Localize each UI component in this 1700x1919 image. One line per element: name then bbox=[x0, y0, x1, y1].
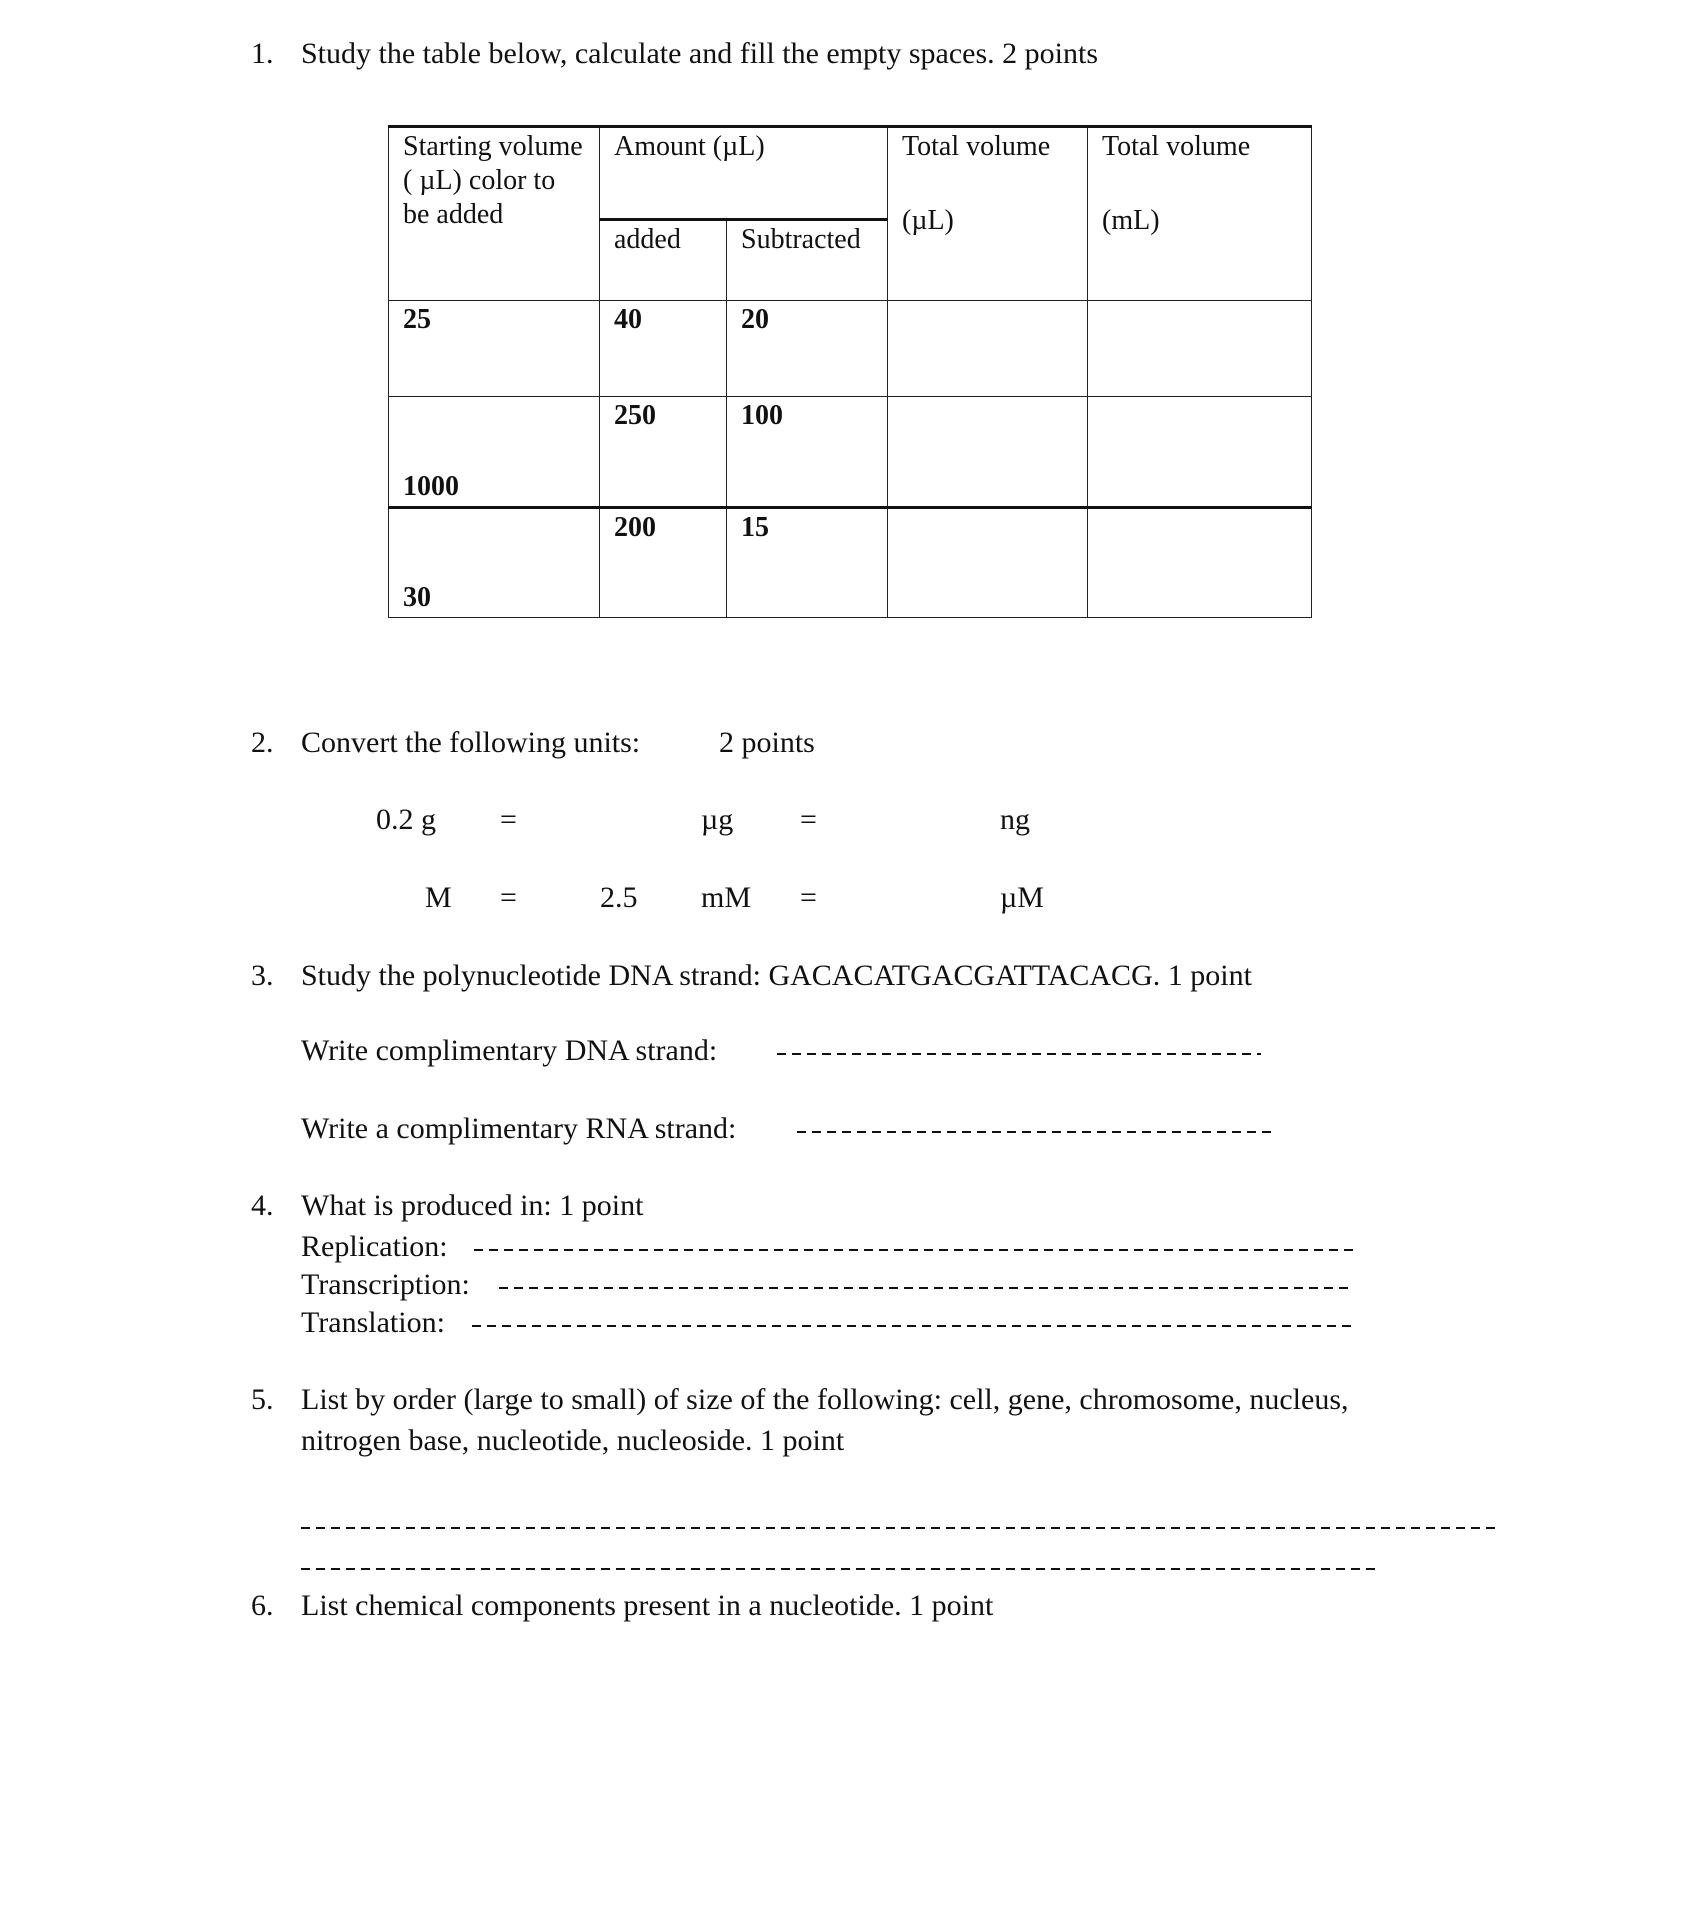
table-row bbox=[389, 397, 1312, 508]
question-4-number: 4. bbox=[251, 1189, 274, 1222]
cell-added: 200 bbox=[600, 508, 727, 618]
cell-starting: 25 bbox=[389, 301, 600, 397]
transcription-label: Transcription: bbox=[301, 1268, 470, 1301]
translation-answer-line[interactable] bbox=[472, 1325, 1356, 1327]
header-total-ul-line1: Total volume bbox=[902, 131, 1051, 162]
conversion-value: 0.2 g bbox=[376, 803, 436, 836]
header-total-ml bbox=[1088, 127, 1312, 301]
cell-subtracted: 20 bbox=[727, 301, 888, 397]
question-3-number: 3. bbox=[251, 959, 274, 992]
answer-line[interactable] bbox=[301, 1568, 1375, 1570]
cell-starting: 30 bbox=[389, 508, 600, 618]
equals-sign: = bbox=[500, 803, 517, 836]
equals-sign: = bbox=[800, 881, 817, 914]
question-6-text: List chemical components present in a nucleotide. 1 point bbox=[301, 1589, 994, 1622]
answer-line[interactable] bbox=[301, 1527, 1496, 1529]
question-2-points: 2 points bbox=[719, 726, 815, 759]
cell-total-ul[interactable] bbox=[888, 397, 1088, 508]
replication-answer-line[interactable] bbox=[474, 1249, 1358, 1251]
header-starting-volume: Starting volume ( µL) color to be added bbox=[389, 127, 600, 301]
header-subtracted: Subtracted bbox=[727, 220, 888, 301]
unit-label: µM bbox=[1000, 881, 1044, 914]
equals-sign: = bbox=[500, 881, 517, 914]
table-row bbox=[389, 508, 1312, 618]
header-total-ml-line1: Total volume bbox=[1102, 131, 1251, 162]
transcription-answer-line[interactable] bbox=[499, 1287, 1351, 1289]
question-5-line2: nitrogen base, nucleotide, nucleoside. 1 point bbox=[301, 1424, 845, 1457]
cell-subtracted: 15 bbox=[727, 508, 888, 618]
question-1-text: Study the table below, calculate and fill the empty spaces. 2 points bbox=[301, 37, 1099, 70]
unit-label: M bbox=[425, 881, 452, 914]
cell-total-ml[interactable] bbox=[1088, 301, 1312, 397]
cell-subtracted: 100 bbox=[727, 397, 888, 508]
header-total-ul bbox=[888, 127, 1088, 301]
header-amount: Amount (µL) bbox=[600, 127, 888, 220]
unit-label: mM bbox=[701, 881, 752, 914]
replication-label: Replication: bbox=[301, 1230, 448, 1263]
cell-added: 250 bbox=[600, 397, 727, 508]
cell-total-ul[interactable] bbox=[888, 301, 1088, 397]
dna-answer-line[interactable] bbox=[777, 1053, 1261, 1055]
cell-total-ml[interactable] bbox=[1088, 508, 1312, 618]
question-2-number: 2. bbox=[251, 726, 274, 759]
header-total-ml-line2: (mL) bbox=[1102, 205, 1160, 236]
conversion-value: 2.5 bbox=[600, 881, 638, 914]
unit-label: µg bbox=[701, 803, 734, 836]
table-row bbox=[389, 301, 1312, 397]
cell-added: 40 bbox=[600, 301, 727, 397]
header-added: added bbox=[600, 220, 727, 301]
cell-starting: 1000 bbox=[389, 397, 600, 508]
rna-prompt: Write a complimentary RNA strand: bbox=[301, 1112, 737, 1145]
question-3-text: Study the polynucleotide DNA strand: GACACATGACGATTACACG. 1 point bbox=[301, 959, 1252, 992]
dna-prompt: Write complimentary DNA strand: bbox=[301, 1034, 718, 1067]
question-6-number: 6. bbox=[251, 1589, 274, 1622]
rna-answer-line[interactable] bbox=[797, 1131, 1272, 1133]
cell-total-ul[interactable] bbox=[888, 508, 1088, 618]
header-total-ul-line2: (µL) bbox=[902, 205, 954, 236]
volume-table bbox=[388, 125, 1312, 618]
question-5-line1: List by order (large to small) of size of the following: cell, gene, chromosome, nucleus, bbox=[301, 1383, 1349, 1416]
question-1-number: 1. bbox=[251, 37, 274, 70]
unit-label: ng bbox=[1000, 803, 1030, 836]
question-2-text: Convert the following units: bbox=[301, 726, 641, 759]
question-5-number: 5. bbox=[251, 1383, 274, 1416]
cell-total-ml[interactable] bbox=[1088, 397, 1312, 508]
translation-label: Translation: bbox=[301, 1306, 445, 1339]
question-4-text: What is produced in: 1 point bbox=[301, 1189, 644, 1222]
equals-sign: = bbox=[800, 803, 817, 836]
